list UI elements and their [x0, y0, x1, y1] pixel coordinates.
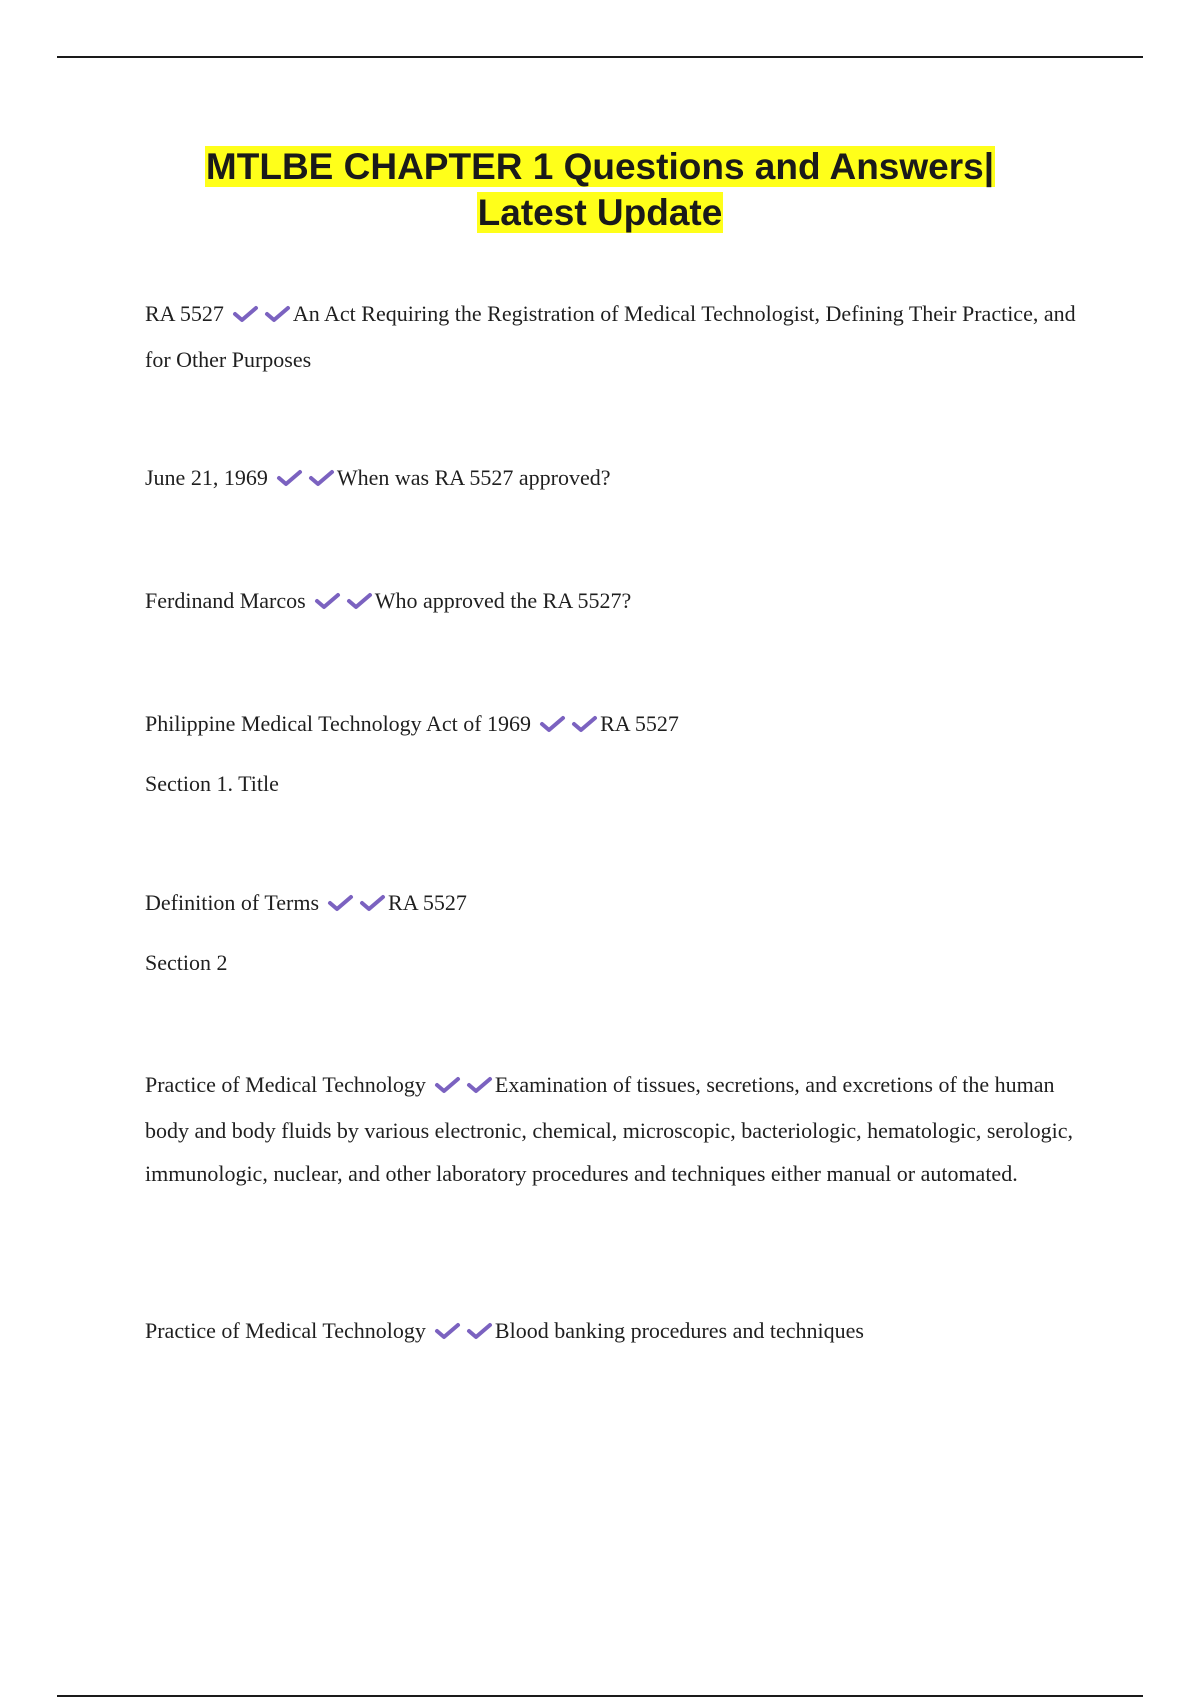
double-check-mark: [434, 1312, 493, 1355]
document-title: [100, 144, 1100, 236]
check-icon: [466, 1321, 493, 1341]
check-icon: [327, 893, 354, 913]
qa-definition: An Act Requiring the Registration of Medical Technologist, Defining Their Practice, and for Other Purposes: [145, 301, 1076, 372]
title-line-1: MTLBE CHAPTER 1 Questions and Answers|: [205, 146, 995, 187]
double-check-mark: [434, 1066, 493, 1109]
check-icon: [359, 893, 386, 913]
qa-entry: [145, 456, 1080, 502]
qa-term: Philippine Medical Technology Act of 1969: [145, 711, 532, 736]
check-icon: [571, 714, 598, 734]
check-icon: [434, 1321, 461, 1341]
check-icon: [346, 591, 373, 611]
qa-entry: [145, 881, 1080, 927]
qa-definition: RA 5527: [600, 711, 679, 736]
qa-term: RA 5527: [145, 301, 224, 326]
header-rule: [57, 56, 1143, 58]
footer-rule: [57, 1695, 1143, 1697]
check-icon: [314, 591, 341, 611]
qa-entry: [145, 1063, 1080, 1195]
double-check-mark: [276, 459, 335, 502]
check-icon: [466, 1075, 493, 1095]
qa-entry: [145, 292, 1080, 381]
qa-definition: When was RA 5527 approved?: [336, 465, 611, 490]
qa-term: Ferdinand Marcos: [145, 588, 306, 613]
qa-section-note: Section 1. Title: [145, 771, 279, 796]
qa-section-note: Section 2: [145, 950, 228, 975]
check-icon: [308, 468, 335, 488]
double-check-mark: [539, 705, 598, 748]
qa-entry: [145, 1309, 1080, 1355]
double-check-mark: [232, 295, 291, 338]
title-line-2: Latest Update: [477, 192, 723, 233]
qa-term: June 21, 1969: [145, 465, 268, 490]
check-icon: [232, 304, 259, 324]
qa-definition: RA 5527: [388, 890, 467, 915]
double-check-mark: [327, 884, 386, 927]
check-icon: [539, 714, 566, 734]
qa-definition: Blood banking procedures and techniques: [494, 1318, 864, 1343]
qa-entry: [145, 579, 1080, 625]
qa-term: Definition of Terms: [145, 890, 320, 915]
double-check-mark: [314, 582, 373, 625]
check-icon: [276, 468, 303, 488]
qa-definition: Examination of tissues, secretions, and excretions of the human body and body fluids by various electronic, chemical, microscopic, bacteriologic, hematologic, serologic, immunologic, nuclear, and other laboratory procedures and techniques either manual or automated.: [145, 1072, 1073, 1186]
check-icon: [264, 304, 291, 324]
check-icon: [434, 1075, 461, 1095]
qa-entry: [145, 702, 1080, 748]
qa-term: Practice of Medical Technology: [145, 1318, 426, 1343]
qa-definition: Who approved the RA 5527?: [374, 588, 632, 613]
qa-term: Practice of Medical Technology: [145, 1072, 426, 1097]
